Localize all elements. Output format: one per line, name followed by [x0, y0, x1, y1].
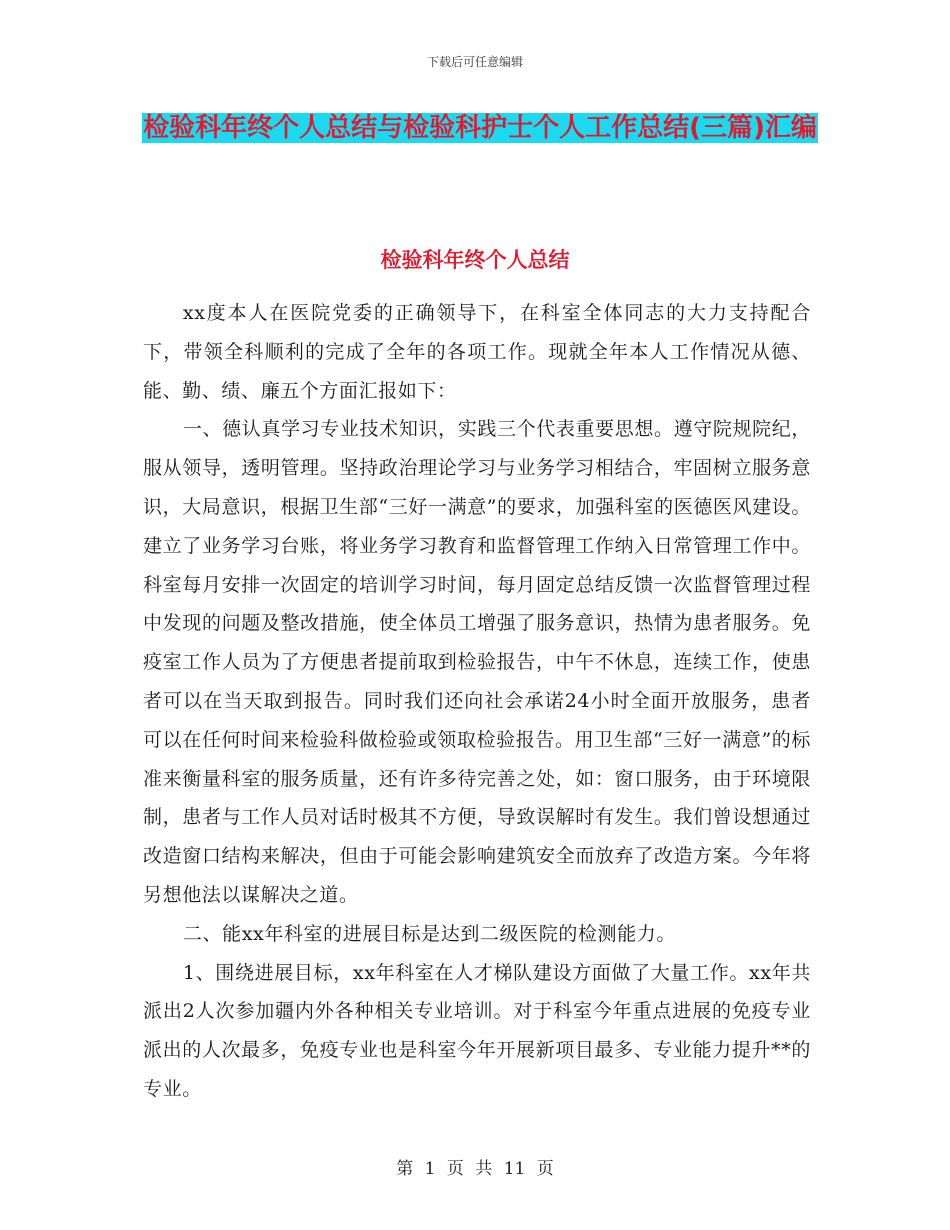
- paragraph: xx度本人在医院党委的正确领导下，在科室全体同志的大力支持配合下，带领全科顺利的完成了全年的各项工作。现就全年本人工作情况从德、能、勤、绩、廉五个方面汇报如下：: [143, 302, 811, 402]
- document-title-text: 检验科年终个人总结与检验科护士个人工作总结(三篇)汇编: [143, 113, 817, 143]
- document-body: [143, 294, 811, 1109]
- page-header-note: 下载后可任意编辑: [426, 55, 523, 69]
- page-number-footer: 第 1 页 共 11 页: [396, 1159, 554, 1179]
- paragraph: 一、德认真学习专业技术知识，实践三个代表重要思想。遵守院规院纪，服从领导，透明管理。坚持政治理论学习与业务学习相结合，牢固树立服务意识，大局意识，根据卫生部“三好一满意”的要求，加强科室的医德医风建设。建立了业务学习台账，将业务学习教育和监督管理工作纳入日常管理工作中。科室每月安排一次固定的培训学习时间，每月固定总结反馈一次监督管理过程中发现的问题及整改措施，使全体员工增强了服务意识，热情为患者服务。免疫室工作人员为了方便患者提前取到检验报告，中午不休息，连续工作，使患者可以在当天取到报告。同时我们还向社会承诺24小时全面开放服务，患者可以在任何时间来检验科做检验或领取检验报告。用卫生部“三好一满意”的标准来衡量科室的服务质量，还有许多待完善之处，如：窗口服务，由于环境限制，患者与工作人员对话时极其不方便，导致误解时有发生。我们曾设想通过改造窗口结构来解决，但由于可能会影响建筑安全而放弃了改造方案。今年将另想他法以谋解决之道。: [143, 418, 811, 906]
- section-title: 检验科年终个人总结: [380, 248, 570, 272]
- paragraph: 二、能xx年科室的进展目标是达到二级医院的检测能力。: [182, 922, 676, 945]
- paragraph: 1、围绕进展目标，xx年科室在人才梯队建设方面做了大量工作。xx年共派出2人次参加疆内外各种相关专业培训。对于科室今年重点进展的免疫专业派出的人次最多，免疫专业也是科室今年开展新项目最多、专业能力提升**的专业。: [143, 961, 811, 1100]
- document-title: [140, 104, 820, 152]
